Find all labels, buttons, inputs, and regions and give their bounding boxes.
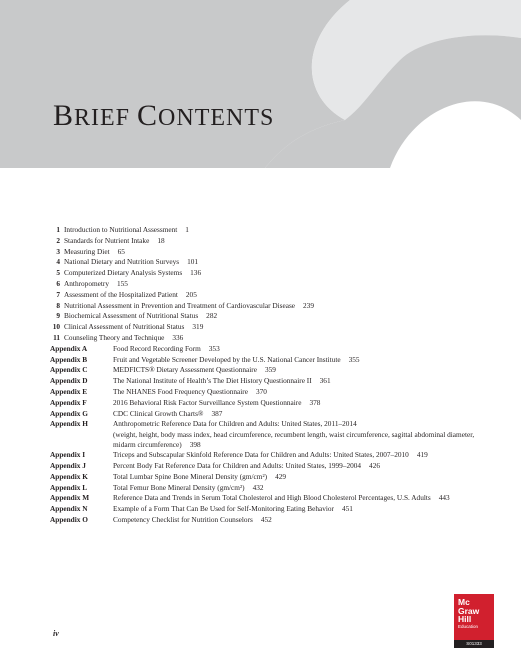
appendix-page: 432	[252, 482, 264, 492]
page-title	[53, 99, 274, 133]
appendix-page: 387	[211, 408, 223, 418]
chapter-page: 65	[117, 246, 125, 256]
toc-appendix-row[interactable]	[50, 472, 490, 483]
chapter-number: 9	[56, 311, 60, 321]
toc-appendix-row[interactable]	[50, 515, 490, 526]
appendix-title: Fruit and Vegetable Screener Developed by the U.S. National Cancer Institute	[113, 354, 341, 364]
appendix-page: 378	[309, 397, 321, 407]
appendix-label: Appendix F	[50, 397, 87, 407]
toc-appendix-row[interactable]	[50, 387, 490, 398]
toc-appendix-row[interactable]	[50, 483, 490, 494]
toc-chapter-row[interactable]	[50, 311, 490, 322]
appendix-page: 353	[208, 343, 220, 353]
logo-line-graw: Graw	[458, 605, 480, 616]
chapter-title: Nutritional Assessment in Prevention and Treatment of Cardiovascular Disease	[64, 300, 296, 310]
toc-appendix-row[interactable]	[50, 398, 490, 409]
logo-line-mc: Mc	[458, 597, 470, 607]
chapter-page: 18	[157, 235, 165, 245]
appendix-label: Appendix D	[50, 376, 88, 386]
toc-chapter-row[interactable]	[50, 257, 490, 268]
appendix-title: CDC Clinical Growth Charts®	[113, 408, 204, 418]
appendix-page: 426	[369, 460, 380, 470]
toc-appendix-row[interactable]	[50, 461, 490, 472]
chapter-page: 336	[172, 332, 184, 342]
chapter-page: 136	[190, 268, 202, 278]
appendix-title: Food Record Recording Form	[113, 343, 201, 353]
toc-chapter-row[interactable]	[50, 279, 490, 290]
appendix-label: Appendix G	[50, 408, 88, 418]
header-swoosh-graphic	[0, 0, 521, 170]
chapter-number: 2	[56, 235, 60, 245]
chapter-number: 7	[56, 289, 60, 299]
appendix-title: Percent Body Fat Reference Data for Children and Adults: United States, 1999–2004	[113, 460, 362, 470]
appendix-label: Appendix O	[50, 514, 88, 524]
appendix-subtitle	[113, 430, 490, 450]
chapter-page: 205	[185, 289, 197, 299]
appendix-title: Example of a Form That Can Be Used for Self-Monitoring Eating Behavior	[113, 504, 334, 514]
appendix-label: Appendix L	[50, 482, 88, 492]
chapter-number: 11	[53, 332, 60, 342]
toc-appendix-row[interactable]	[50, 493, 490, 504]
appendix-label: Appendix B	[50, 354, 88, 364]
toc-appendix-row[interactable]	[50, 355, 490, 366]
title-initial-c: C	[137, 99, 159, 132]
toc-appendix-row[interactable]	[50, 365, 490, 376]
toc-appendix-row[interactable]	[50, 376, 490, 387]
chapter-title: Standards for Nutrient Intake	[64, 235, 150, 245]
chapter-number: 10	[52, 322, 60, 332]
appendix-page: 452	[260, 514, 272, 524]
appendix-label: Appendix H	[50, 419, 88, 429]
appendix-page: 419	[416, 450, 428, 460]
appendix-title: Reference Data and Trends in Serum Total Cholesterol and High Blood Cholesterol Percentages, U.S. Adults	[113, 493, 431, 503]
appendix-title: The National Institute of Health’s The Diet History Questionnaire II	[113, 376, 312, 386]
toc-chapter-row[interactable]	[50, 236, 490, 247]
appendix-entry	[113, 419, 490, 450]
chapter-number: 6	[56, 278, 60, 288]
toc-chapter-row[interactable]	[50, 333, 490, 344]
appendix-page: 443	[438, 493, 450, 503]
appendix-page: 451	[341, 504, 353, 514]
toc-chapter-row[interactable]	[50, 322, 490, 333]
appendix-subtitle-text: (weight, height, body mass index, head circumference, recumbent length, waist circumference, sagittal abdominal diameter, midarm circumference)	[113, 430, 475, 450]
title-rest-brief: RIEF	[74, 105, 138, 131]
table-of-contents	[50, 225, 490, 526]
chapter-title: Clinical Assessment of Nutritional Status	[64, 322, 185, 332]
appendix-page: 361	[319, 376, 331, 386]
page-number: iv	[53, 629, 59, 638]
logo-line-education: Education	[458, 623, 479, 629]
chapter-number: 4	[56, 257, 60, 267]
appendix-title: Total Lumbar Spine Bone Mineral Density (gm/cm²)	[113, 471, 268, 481]
chapter-page: 319	[192, 322, 204, 332]
chapter-title: Assessment of the Hospitalized Patient	[64, 289, 178, 299]
chapter-title: Anthropometry	[64, 278, 109, 288]
appendix-title: MEDFICTS® Dietary Assessment Questionnaire	[113, 365, 257, 375]
toc-chapter-row[interactable]	[50, 247, 490, 258]
toc-chapter-row[interactable]	[50, 225, 490, 236]
chapter-title: Biochemical Assessment of Nutritional Status	[64, 311, 199, 321]
appendix-page: 355	[348, 354, 360, 364]
appendix-label: Appendix M	[50, 493, 90, 503]
title-initial-b: B	[53, 99, 75, 132]
toc-appendix-row[interactable]	[50, 504, 490, 515]
toc-appendix-row[interactable]	[50, 409, 490, 420]
toc-chapter-row[interactable]	[50, 290, 490, 301]
appendix-page: 370	[255, 386, 267, 396]
chapter-page: 155	[117, 278, 128, 288]
chapter-page: 282	[206, 311, 218, 321]
chapter-page: 239	[303, 300, 314, 310]
appendix-label: Appendix I	[50, 450, 86, 460]
appendix-title: 2016 Behavioral Risk Factor Surveillance System Questionnaire	[113, 397, 302, 407]
appendix-page: 359	[264, 365, 276, 375]
toc-appendix-row[interactable]	[50, 419, 490, 450]
chapter-number: 5	[56, 268, 60, 278]
chapter-page: 1	[185, 225, 189, 234]
appendix-page: 429	[275, 471, 287, 481]
chapter-number: 3	[56, 246, 60, 256]
appendix-label: Appendix E	[50, 386, 88, 396]
appendix-label: Appendix K	[50, 471, 88, 481]
logo-code: S01333	[454, 640, 494, 648]
chapter-title: Counseling Theory and Technique	[64, 332, 165, 342]
toc-appendix-row[interactable]	[50, 344, 490, 355]
chapter-title: Introduction to Nutritional Assessment	[64, 225, 178, 234]
chapter-number: 1	[56, 225, 60, 234]
appendix-label: Appendix C	[50, 365, 88, 375]
toc-appendix-row[interactable]	[50, 450, 490, 461]
appendix-label: Appendix J	[50, 460, 86, 470]
chapter-title: National Dietary and Nutrition Surveys	[64, 257, 180, 267]
publisher-logo	[454, 594, 494, 640]
appendix-page: 398	[189, 440, 201, 450]
chapter-title: Computerized Dietary Analysis Systems	[64, 268, 183, 278]
title-rest-contents: ONTENTS	[158, 105, 275, 131]
logo-line-hill: Hill	[458, 614, 472, 624]
appendix-title: Triceps and Subscapular Skinfold Reference Data for Children and Adults: United States, 2007–2010	[113, 450, 409, 460]
toc-chapter-row[interactable]	[50, 268, 490, 279]
chapter-title: Measuring Diet	[64, 246, 110, 256]
appendix-label: Appendix N	[50, 504, 88, 514]
appendix-title: The NHANES Food Frequency Questionnaire	[113, 386, 248, 396]
chapter-number: 8	[56, 300, 60, 310]
appendix-title: Anthropometric Reference Data for Children and Adults: United States, 2011–2014	[113, 419, 357, 429]
appendix-label: Appendix A	[50, 343, 88, 353]
chapter-page: 101	[187, 257, 199, 267]
appendix-title: Total Femur Bone Mineral Density (gm/cm²)	[113, 482, 245, 492]
appendix-title: Competency Checklist for Nutrition Counselors	[113, 514, 253, 524]
toc-chapter-row[interactable]	[50, 301, 490, 312]
